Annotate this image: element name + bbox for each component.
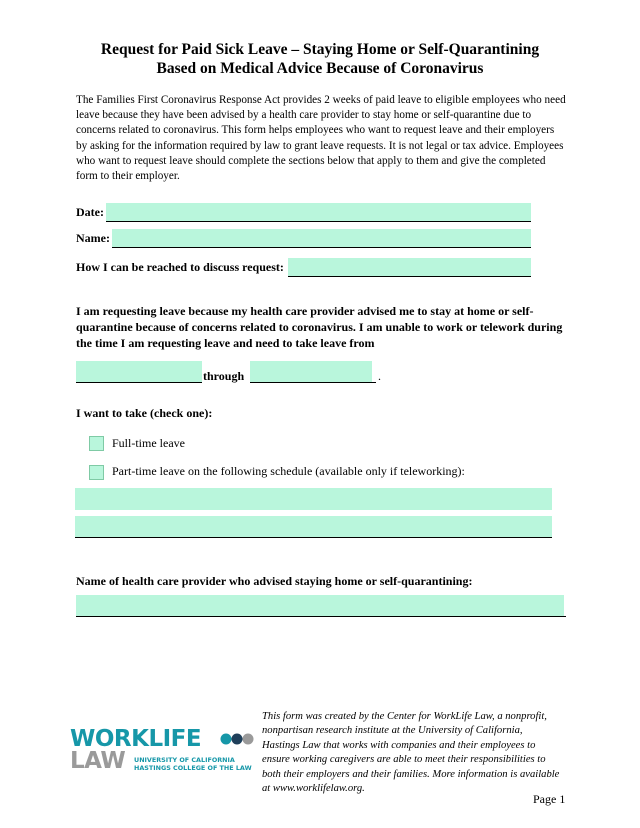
- full-time-checkbox[interactable]: [89, 436, 104, 451]
- worklife-law-logo: [70, 727, 260, 777]
- logo-uni-line-2: HASTINGS COLLEGE OF THE LAW: [134, 764, 252, 772]
- credit-text: This form was created by the Center for WorkLife Law, a nonprofit, nonpartisan research institute at the University of California, Hastings Law that works with companies and their employees to ensure working caregivers are able to meet their responsibilities to both their employers and their families. More information is available at www.worklifelaw.org.: [262, 711, 560, 795]
- name-row: [76, 229, 531, 248]
- logo-university: [134, 756, 252, 772]
- full-time-label: Full-time leave: [112, 436, 185, 450]
- date-label: Date:: [76, 205, 104, 219]
- schedule-underline: [75, 516, 552, 538]
- logo-law-text: LAW: [70, 748, 126, 774]
- page-number: Page 1: [533, 792, 566, 806]
- form-title: [0, 40, 640, 78]
- part-time-checkbox[interactable]: [89, 465, 104, 480]
- date-field[interactable]: [106, 203, 531, 222]
- name-label: Name:: [76, 231, 110, 245]
- logo-dots-icon: [220, 732, 254, 746]
- schedule-field-1[interactable]: [75, 488, 552, 510]
- leave-end-underline: [250, 361, 376, 383]
- title-line-2: Based on Medical Advice Because of Coronavirus: [156, 60, 484, 77]
- check-heading: I want to take (check one):: [76, 406, 213, 420]
- intro-paragraph: The Families First Coronavirus Response Act provides 2 weeks of paid leave to eligible employees who need leave because they have been advised by a health care provider to stay home or self-quarantine due to concerns related to coronavirus. This form helps employees who want to request leave and their employers by asking for the information required by law to grant leave requests. It is not legal or tax advice. Employees who want to request leave should complete the sections below that apply to them and give the completed form to their employer.: [76, 94, 566, 183]
- provider-label: Name of health care provider who advised staying home or self-quarantining:: [76, 574, 473, 588]
- leave-start-underline: [76, 361, 202, 383]
- through-label: through: [203, 369, 245, 383]
- logo-uni-line-1: UNIVERSITY OF CALIFORNIA: [134, 756, 235, 764]
- part-time-label: Part-time leave on the following schedule (available only if teleworking):: [112, 464, 465, 478]
- period: .: [378, 369, 381, 383]
- logo-worklife-text: WORKLIFE: [70, 726, 202, 752]
- contact-field[interactable]: [288, 258, 531, 277]
- contact-row: [76, 258, 531, 277]
- name-field[interactable]: [112, 229, 531, 248]
- date-row: [76, 203, 531, 222]
- contact-label: How I can be reached to discuss request:: [76, 260, 284, 274]
- request-paragraph: I am requesting leave because my health care provider advised me to stay at home or self-quarantine because of concerns related to coronavirus. I am unable to work or telework during the time I am requesting leave and need to take leave from: [76, 304, 563, 350]
- title-line-1: Request for Paid Sick Leave – Staying Home or Self-Quarantining: [100, 41, 540, 58]
- provider-underline: [76, 595, 566, 617]
